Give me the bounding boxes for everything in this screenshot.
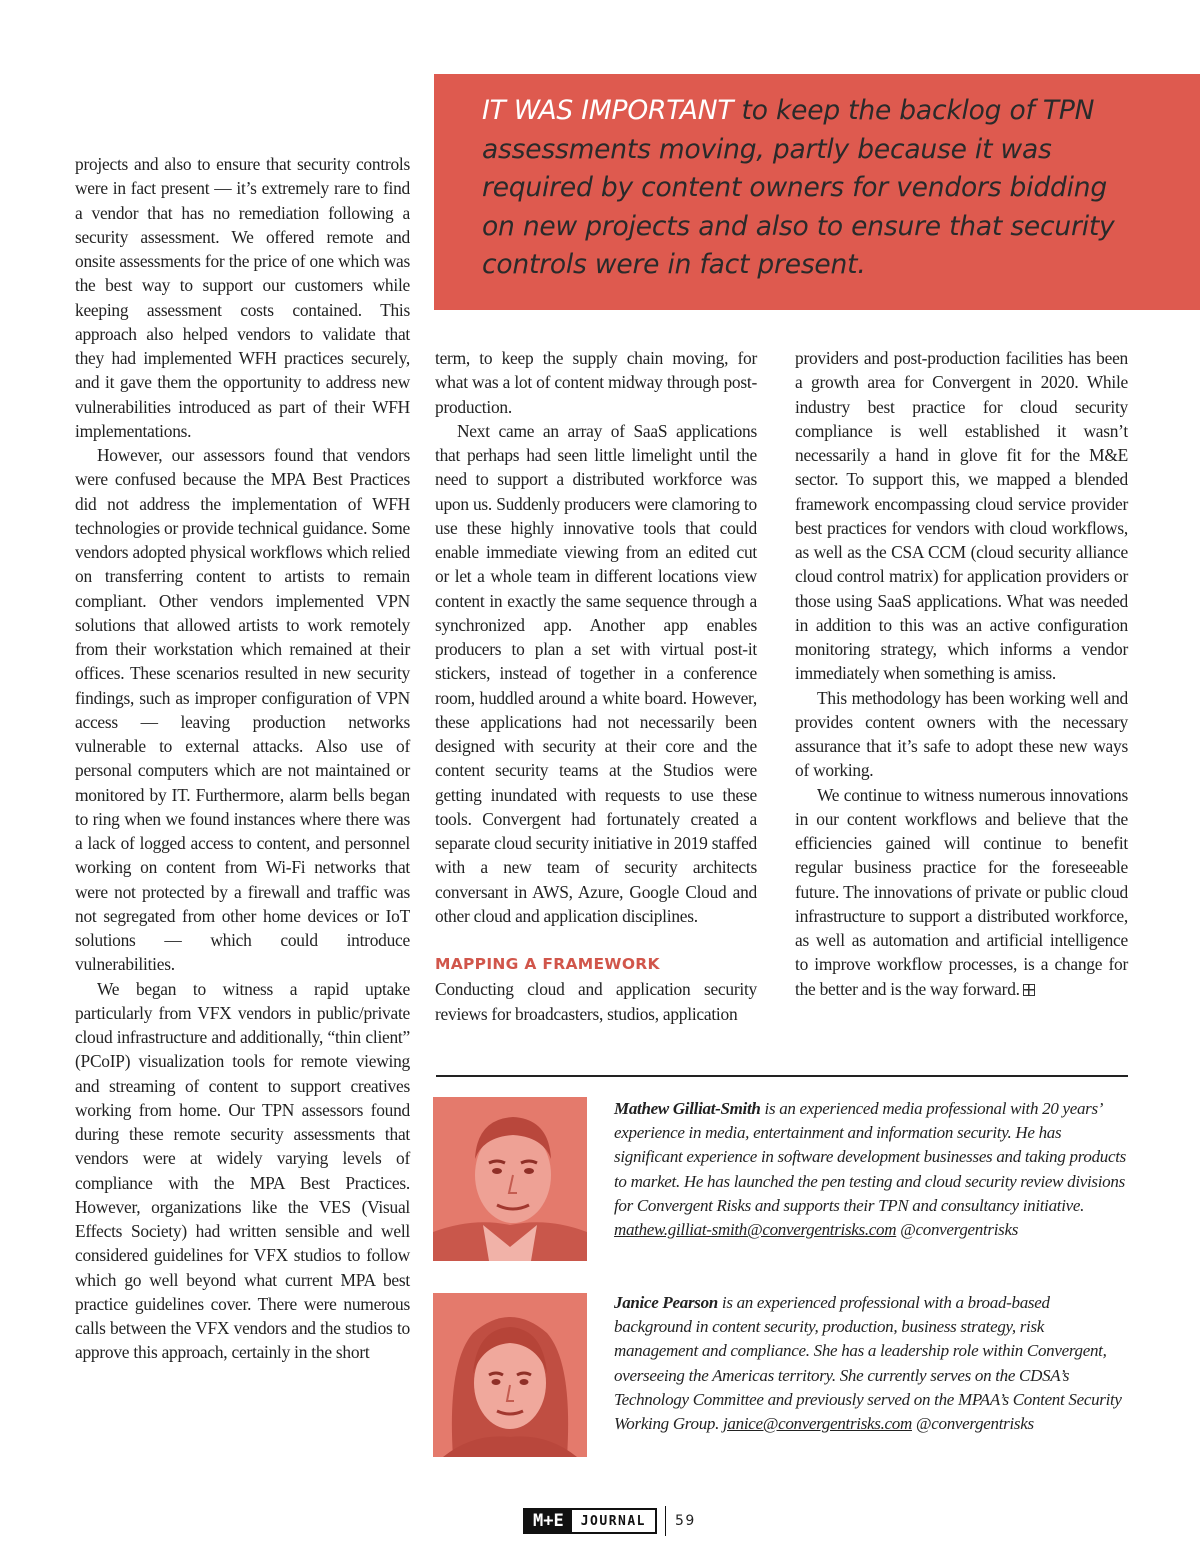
page-number: 59 bbox=[675, 1513, 696, 1529]
portrait-woman-icon bbox=[433, 1293, 587, 1457]
author-email-link[interactable]: janice@convergentrisks.com bbox=[723, 1414, 912, 1434]
pull-quote-text bbox=[482, 92, 1140, 285]
column1-paragraph-3: We began to witness a rapid uptake particularly from VFX vendors in public/private cloud infrastructure and additionally, “thin client” (PCoIP) visualization tools for remote viewing and streaming of content to support creatives working from home. Our TPN assessors found during these remote security assessments that vendors were at widely varying levels of compliance with the MPA Best Practices. However, organizations like the VES (Visual Effects Society) had written sensible and well considered guidelines for VFX studios to follow which go well beyond what current MPA best practice guidelines cover. There were numerous calls between the VFX vendors and the studios to approve this approach, certainly in the short bbox=[75, 978, 410, 1363]
author-handle: @convergentrisks bbox=[900, 1220, 1019, 1240]
column3-paragraph-3-text: We continue to witness numerous innovations in our content workflows and believe that the efficiencies gained will continue to benefit regular business practice for the foreseeable future. The innovations of private or public cloud infrastructure to support a distributed workforce, as well as automation and artificial intelligence to improve workflow processes, is a change for the better and is the way forward. bbox=[795, 784, 1128, 999]
portrait-man-icon bbox=[433, 1097, 587, 1261]
pull-quote-body: to keep the backlog of TPN assessments moving, partly because it was required by content owners for vendors bidding on new projects and also to ensure that security controls were in fact present. bbox=[482, 95, 1115, 280]
author-bio-janice bbox=[614, 1291, 1128, 1436]
page-footer bbox=[523, 1506, 696, 1536]
logo-me-mark: M+E bbox=[525, 1510, 572, 1532]
footer-separator bbox=[665, 1506, 666, 1536]
pull-quote bbox=[434, 74, 1200, 310]
bio-paragraph-janice bbox=[614, 1291, 1128, 1436]
bio-text: is an experienced professional with a broad-based background in content security, production, business strategy, risk management and compliance. She has a leadership role within Convergent, overseeing the Americas territory. She currently serves on the CDSA’s Technology Committee and previously served on the MPAA’s Content Security Working Group. bbox=[614, 1293, 1122, 1434]
section-subhead: MAPPING A FRAMEWORK bbox=[435, 955, 660, 973]
author-photo-janice bbox=[433, 1293, 587, 1457]
author-bio-mathew bbox=[614, 1097, 1128, 1242]
article-column-1 bbox=[75, 152, 410, 1365]
author-email-link[interactable]: mathew.gilliat-smith@convergentrisks.com bbox=[614, 1220, 897, 1240]
column2-paragraph-3: Conducting cloud and application security reviews for broadcasters, studios, application bbox=[435, 979, 757, 1024]
bio-paragraph-mathew bbox=[614, 1097, 1128, 1242]
pull-quote-lead: IT WAS IMPORTANT bbox=[482, 95, 734, 126]
author-handle: @convergentrisks bbox=[915, 1414, 1034, 1434]
journal-logo bbox=[523, 1508, 657, 1534]
column1-paragraph-2: However, our assessors found that vendors were confused because the MPA Best Practices did not address the implementation of WFH technologies or provide technical guidance. Some vendors adopted physical workflows which relied on transferring content to artists to remain compliant. Other vendors implemented VPN solutions that allowed artists to work remotely from their workstation which remained at their offices. These scenarios resulted in new security findings, such as improper configuration of VPN access — leaving production networks vulnerable to external attacks. Also use of personal computers which are not maintained or monitored by IT. Furthermore, alarm bells began to ring when we found instances where there was a lack of logged access to content, and personnel working on content from Wi-Fi networks that were not protected by a firewall and traffic was not segregated from other home devices or IoT solutions — which could introduce vulnerabilities. bbox=[75, 445, 410, 975]
bio-divider bbox=[436, 1075, 1128, 1077]
author-photo-mathew bbox=[433, 1097, 587, 1261]
column2-paragraph-1: term, to keep the supply chain moving, for what was a lot of content midway through post-production. bbox=[435, 348, 757, 417]
column3-paragraph-3 bbox=[795, 783, 1128, 1001]
author-name: Mathew Gilliat-Smith bbox=[614, 1099, 761, 1118]
end-mark-icon bbox=[1023, 984, 1035, 996]
logo-journal-word: JOURNAL bbox=[572, 1510, 655, 1532]
author-name: Janice Pearson bbox=[614, 1293, 718, 1312]
column3-paragraph-2: This methodology has been working well and provides content owners with the necessary assurance that it’s safe to adopt these new ways of working. bbox=[795, 687, 1128, 781]
column3-paragraph-1: providers and post-production facilities has been a growth area for Convergent in 2020. While industry best practice for cloud security compliance is well established it wasn’t necessarily a hand in glove fit for the M&E sector. To support this, we mapped a blended framework encompassing cloud service provider best practices for vendors with cloud workflows, as well as the CSA CCM (cloud security alliance cloud control matrix) for application providers or those using SaaS applications. What was needed in addition to this was an active configuration monitoring strategy, which informs a vendor immediately when something is amiss. bbox=[795, 348, 1128, 684]
column2-paragraph-2: Next came an array of SaaS applications that perhaps had seen little limelight until the need to support a distributed workforce was upon us. Suddenly producers were clamoring to use these highly innovative tools that could enable immediate viewing from an edited cut or let a whole team in different locations view content in exactly the same sequence through a synchronized app. Another app enables producers to plan a set with virtual post-it stickers, instead of together in a conference room, huddled around a white board. However, these applications had not necessarily been designed with security at their core and the content security teams at the Studios were getting inundated with requests to use these tools. Convergent had fortunately created a separate cloud security initiative in 2019 staffed with a new team of security architects conversant in AWS, Azure, Google Cloud and other cloud and application disciplines. bbox=[435, 420, 757, 926]
article-column-2 bbox=[435, 346, 757, 1026]
column1-paragraph-1: projects and also to ensure that security controls were in fact present — it’s extremely rare to find a vendor that has no remediation following a security assessment. We offered remote and onsite assessments for the price of one which was the best way to support our customers while keeping assessment costs contained. This approach also helped vendors to validate that they had implemented WFH practices securely, and it gave them the opportunity to address new vulnerabilities introduced as part of their WFH implementations. bbox=[75, 154, 410, 441]
article-column-3 bbox=[795, 346, 1128, 1001]
bio-text: is an experienced media professional with 20 years’ experience in media, entertainment and information security. He has significant experience in software development businesses and taking products to market. He has launched the pen testing and cloud security review divisions for Convergent Risks and supports their TPN and consultancy initiative. bbox=[614, 1099, 1126, 1215]
